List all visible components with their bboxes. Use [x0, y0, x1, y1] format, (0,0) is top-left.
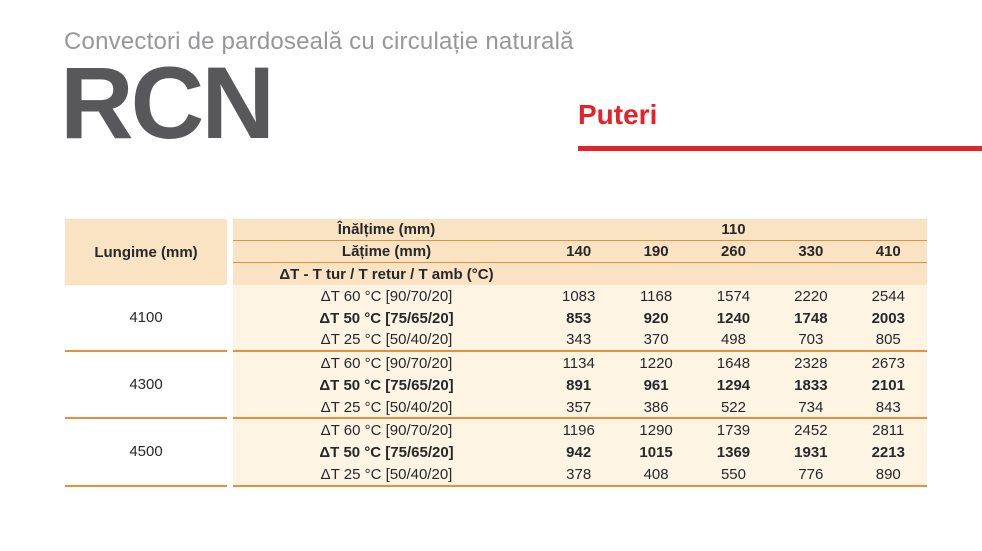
dt-row-label: ΔT 25 °C [50/40/20]	[233, 397, 540, 419]
dt-row-label: ΔT 50 °C [75/65/20]	[233, 442, 540, 464]
power-value-cell: 1648	[695, 352, 772, 374]
power-value-cell: 2544	[850, 285, 927, 307]
power-value-cell: 2452	[772, 419, 849, 441]
power-value-cell: 343	[540, 330, 617, 352]
dt-row-label: ΔT 60 °C [90/70/20]	[233, 352, 540, 374]
header-height-value: 110	[540, 219, 927, 241]
power-value-cell: 408	[617, 464, 694, 486]
width-value-cell: 140	[540, 241, 617, 263]
power-value-cell: 890	[850, 464, 927, 486]
section-title: Puteri	[578, 99, 658, 130]
power-value-cell: 378	[540, 464, 617, 486]
power-value-cell: 1168	[617, 285, 694, 307]
power-value-cell: 522	[695, 397, 772, 419]
power-value-cell: 2811	[850, 419, 927, 441]
power-value-cell: 805	[850, 330, 927, 352]
power-value-cell: 1134	[540, 352, 617, 374]
power-value-cell: 703	[772, 330, 849, 352]
length-cell: 4300	[65, 352, 227, 419]
power-value-cell: 891	[540, 375, 617, 397]
power-value-cell: 853	[540, 307, 617, 329]
section-underline	[578, 146, 982, 151]
dt-row-label: ΔT 60 °C [90/70/20]	[233, 285, 540, 307]
dt-row-label: ΔT 25 °C [50/40/20]	[233, 330, 540, 352]
power-value-cell: 1196	[540, 419, 617, 441]
dt-row-label: ΔT 50 °C [75/65/20]	[233, 375, 540, 397]
power-value-cell: 1083	[540, 285, 617, 307]
power-value-cell: 550	[695, 464, 772, 486]
power-value-cell: 1574	[695, 285, 772, 307]
header-dt-label: ΔT - T tur / T retur / T amb (°C)	[233, 263, 540, 285]
power-value-cell: 1833	[772, 375, 849, 397]
power-value-cell: 776	[772, 464, 849, 486]
power-value-cell: 734	[772, 397, 849, 419]
power-value-cell: 961	[617, 375, 694, 397]
length-cell: 4100	[65, 285, 227, 352]
length-cell: 4500	[65, 419, 227, 486]
header-length-label: Lungime (mm)	[65, 219, 227, 285]
dt-row-label: ΔT 60 °C [90/70/20]	[233, 419, 540, 441]
power-table	[65, 219, 927, 487]
power-value-cell: 357	[540, 397, 617, 419]
width-value-cell: 330	[772, 241, 849, 263]
header-width-label: Lățime (mm)	[233, 241, 540, 263]
power-value-cell: 1739	[695, 419, 772, 441]
power-value-cell: 2220	[772, 285, 849, 307]
power-value-cell: 2101	[850, 375, 927, 397]
power-value-cell: 2328	[772, 352, 849, 374]
power-value-cell: 942	[540, 442, 617, 464]
power-value-cell: 386	[617, 397, 694, 419]
power-value-cell: 1294	[695, 375, 772, 397]
power-value-cell: 1748	[772, 307, 849, 329]
power-value-cell: 2003	[850, 307, 927, 329]
power-value-cell: 498	[695, 330, 772, 352]
product-code: RCN	[60, 46, 272, 160]
page-title: Convectori de pardoseală cu circulație naturală	[64, 28, 574, 55]
power-value-cell: 920	[617, 307, 694, 329]
width-value-cell: 410	[850, 241, 927, 263]
width-value-cell: 260	[695, 241, 772, 263]
power-value-cell: 2673	[850, 352, 927, 374]
power-value-cell: 843	[850, 397, 927, 419]
dt-row-label: ΔT 50 °C [75/65/20]	[233, 307, 540, 329]
power-value-cell: 1931	[772, 442, 849, 464]
width-value-cell: 190	[617, 241, 694, 263]
power-value-cell: 1240	[695, 307, 772, 329]
power-value-cell: 370	[617, 330, 694, 352]
power-value-cell: 1369	[695, 442, 772, 464]
power-value-cell: 1015	[617, 442, 694, 464]
header-dt-filler	[540, 263, 927, 285]
power-value-cell: 1290	[617, 419, 694, 441]
header-height-label: Înălțime (mm)	[233, 219, 540, 241]
power-value-cell: 2213	[850, 442, 927, 464]
dt-row-label: ΔT 25 °C [50/40/20]	[233, 464, 540, 486]
power-value-cell: 1220	[617, 352, 694, 374]
